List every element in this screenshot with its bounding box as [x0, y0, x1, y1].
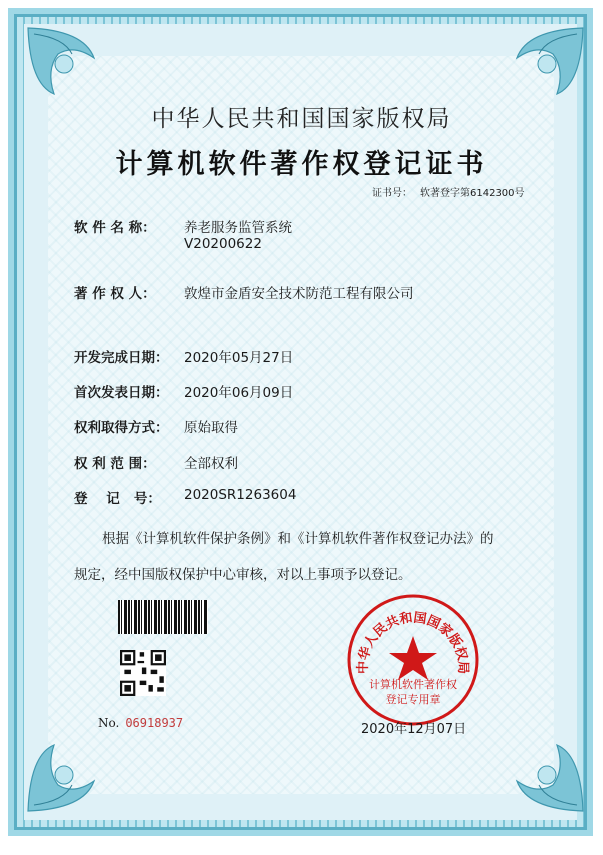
field-completion-date	[74, 346, 293, 366]
field-label: 首次发表日期：	[74, 385, 169, 401]
field-label: 登 记 号：	[74, 491, 161, 507]
field-label: 软 件 名 称：	[74, 220, 156, 236]
corner-ornament-icon	[24, 24, 110, 110]
issuer-title: 中华人民共和国国家版权局	[151, 106, 452, 132]
serial-prefix: No.	[98, 716, 120, 730]
field-value: 原始取得	[184, 420, 238, 436]
official-seal	[345, 592, 481, 728]
field-value: 全部权利	[184, 456, 238, 472]
certificate-number	[372, 184, 525, 199]
star-icon	[389, 636, 437, 680]
corner-ornament-icon	[501, 24, 587, 110]
field-value: 2020年05月27日	[184, 350, 294, 366]
field-rights-scope	[74, 452, 238, 472]
statement-line-1: 根据《计算机软件保护条例》和《计算机软件著作权登记办法》的	[102, 531, 494, 547]
corner-ornament-icon	[501, 729, 587, 815]
field-label: 权 利 范 围：	[74, 456, 156, 472]
serial-number	[98, 716, 183, 730]
field-label: 著 作 权 人：	[74, 286, 156, 302]
field-copyright-owner	[74, 282, 414, 302]
field-label: 权利取得方式：	[74, 420, 169, 436]
statement-line-2: 规定，经中国版权保护中心审核，对以上事项予以登记。	[74, 567, 412, 583]
qr-code-icon	[120, 650, 166, 696]
field-software-name	[74, 216, 292, 252]
certificate-number-label: 证书号：	[372, 188, 412, 199]
field-value: 2020SR1263604	[184, 487, 297, 503]
seal-line-2: 登记专用章	[385, 693, 441, 706]
field-value: 敦煌市金盾安全技术防范工程有限公司	[184, 286, 414, 302]
seal-arc-text: 中华人民共和国国家版权局	[355, 610, 471, 675]
field-label: 开发完成日期：	[74, 350, 169, 366]
field-value: 养老服务监管系统 V20200622	[184, 220, 292, 252]
field-registration-number	[74, 487, 296, 507]
seal-line-1: 计算机软件著作权	[369, 678, 457, 691]
barcode-icon	[118, 600, 208, 634]
certificate-title: 计算机软件著作权登记证书	[115, 149, 488, 180]
field-value: 2020年06月09日	[184, 385, 294, 401]
field-publish-date	[74, 381, 293, 401]
field-acquisition-method	[74, 416, 238, 436]
issue-date: 2020年12月07日	[361, 722, 467, 737]
corner-ornament-icon	[24, 729, 110, 815]
certificate-number-value: 软著登字第6142300号	[420, 188, 525, 199]
serial-value: 06918937	[125, 716, 184, 730]
